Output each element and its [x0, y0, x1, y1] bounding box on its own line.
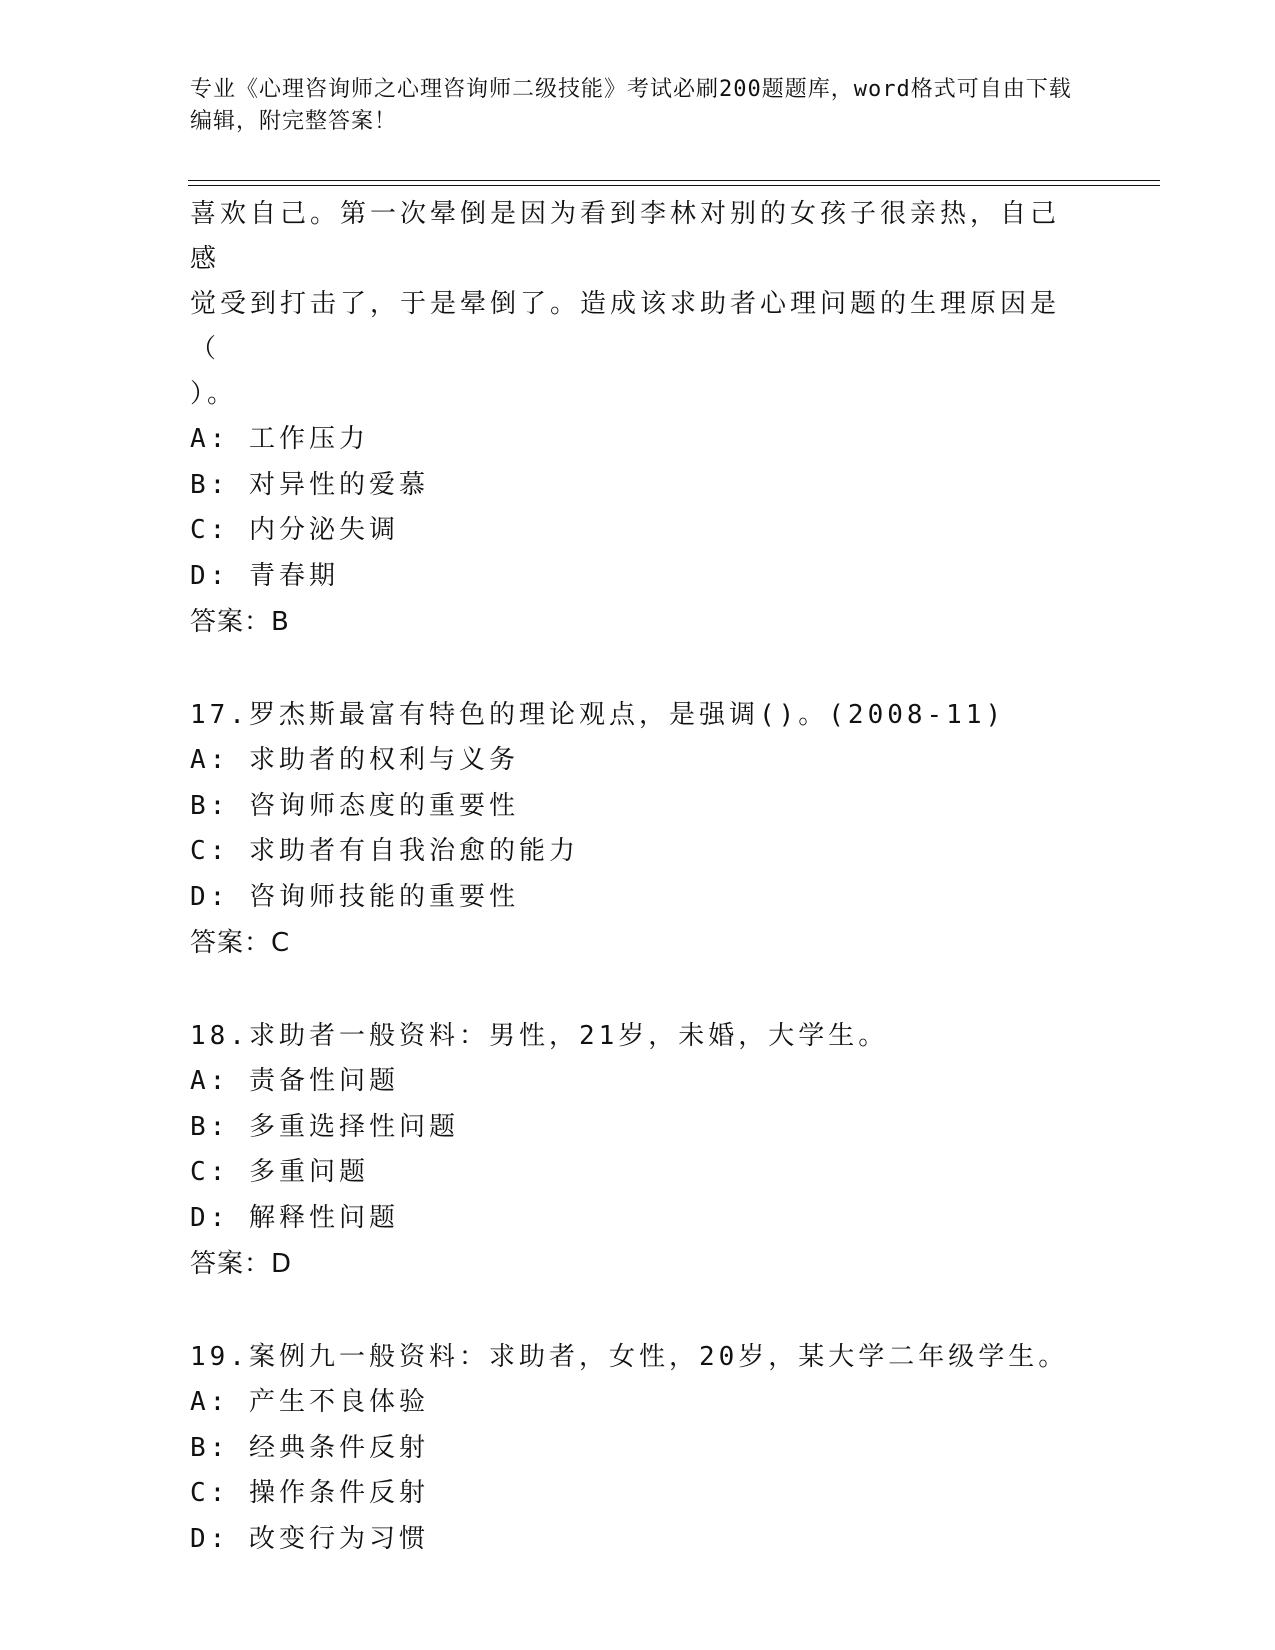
question-list — [190, 192, 1070, 1562]
option-d: D: 解释性问题 — [190, 1202, 399, 1233]
header-rule-bottom — [188, 185, 1160, 186]
question-title: 19.案例九一般资料：求助者，女性，20岁，某大学二年级学生。 — [190, 1342, 1069, 1372]
document-header: 专业《心理咨询师之心理咨询师二级技能》考试必刷200题题库，word格式可自由下载编辑，附完整答案！ — [190, 77, 1072, 134]
option-c: C: 操作条件反射 — [190, 1478, 429, 1508]
answer-line: 答案：B — [190, 607, 290, 637]
option-c: C: 求助者有自我治愈的能力 — [190, 836, 579, 866]
question-17 — [190, 692, 1070, 966]
option-c: C: 内分泌失调 — [190, 515, 399, 545]
option-b: B: 多重选择性问题 — [190, 1111, 459, 1142]
answer-line: 答案：D — [190, 1249, 293, 1279]
question-title: 18.求助者一般资料：男性，21岁，未婚，大学生。 — [190, 1021, 889, 1051]
question-text-line: 喜欢自己。第一次晕倒是因为看到李林对别的女孩子很亲热，自己感 — [190, 199, 1061, 274]
option-a: A: 产生不良体验 — [190, 1387, 429, 1417]
option-d: D: 咨询师技能的重要性 — [190, 881, 519, 912]
option-d: D: 青春期 — [190, 560, 339, 591]
option-a: A: 责备性问题 — [190, 1066, 399, 1096]
option-b: B: 咨询师态度的重要性 — [190, 790, 519, 821]
question-text-line: 觉受到打击了，于是晕倒了。造成该求助者心理问题的生理原因是（ — [190, 289, 1061, 364]
option-b: B: 经典条件反射 — [190, 1432, 429, 1463]
question-18 — [190, 1013, 1070, 1287]
option-a: A: 求助者的权利与义务 — [190, 745, 519, 775]
option-a: A: 工作压力 — [190, 424, 369, 454]
option-b: B: 对异性的爱慕 — [190, 469, 429, 500]
question-text-line: ）。 — [190, 379, 238, 409]
header-rule-top — [188, 180, 1160, 181]
question-19 — [190, 1334, 1070, 1562]
answer-line: 答案：C — [190, 928, 291, 958]
question-title: 17.罗杰斯最富有特色的理论观点，是强调()。(2008-11) — [190, 700, 1006, 730]
option-d: D: 改变行为习惯 — [190, 1523, 429, 1554]
option-c: C: 多重问题 — [190, 1157, 369, 1187]
question-16-continued — [190, 192, 1070, 645]
